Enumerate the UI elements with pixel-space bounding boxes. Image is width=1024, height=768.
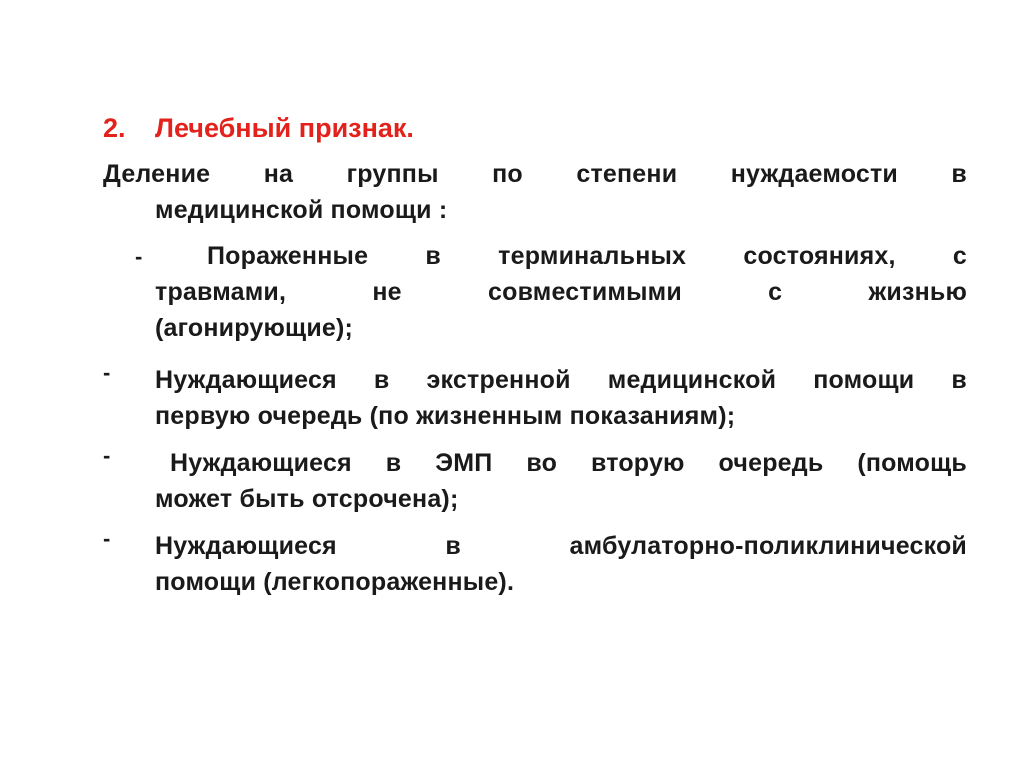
section-heading <box>103 108 414 148</box>
heading-number: 2. <box>103 113 126 143</box>
list-item-3-line-1: Нуждающиеся в ЭМП во вторую очередь (помощь <box>170 449 967 477</box>
list-marker-1: - <box>135 244 143 269</box>
list-item-1-line-2: травмами, не совместимыми с жизнью <box>155 278 967 306</box>
list-item-3 <box>155 445 967 517</box>
list-item-1-line-1: Пораженные в терминальных состояниях, с <box>207 242 967 270</box>
list-marker-2: - <box>103 360 111 385</box>
heading-text: Лечебный признак. <box>155 113 414 143</box>
list-item-4-line-1: Нуждающиеся в амбулаторно-поликлинической <box>155 532 967 560</box>
list-marker-3: - <box>103 443 111 468</box>
intro-line-2: медицинской помощи : <box>155 196 448 224</box>
list-item-3-line-2: может быть отсрочена); <box>155 485 459 513</box>
list-item-4 <box>155 528 967 600</box>
list-item-2-line-1: Нуждающиеся в экстренной медицинской помощи в <box>155 366 967 394</box>
list-marker-4: - <box>103 526 111 551</box>
intro-line-1: Деление на группы по степени нуждаемости в <box>103 160 967 188</box>
list-item-2 <box>155 362 967 434</box>
list-item-2-line-2: первую очередь (по жизненным показаниям); <box>155 402 736 430</box>
list-item-1 <box>155 238 967 346</box>
list-item-1-line-3: (агонирующие); <box>155 314 354 342</box>
intro-paragraph <box>103 156 967 228</box>
list-item-4-line-2: помощи (легкопораженные). <box>155 568 515 596</box>
